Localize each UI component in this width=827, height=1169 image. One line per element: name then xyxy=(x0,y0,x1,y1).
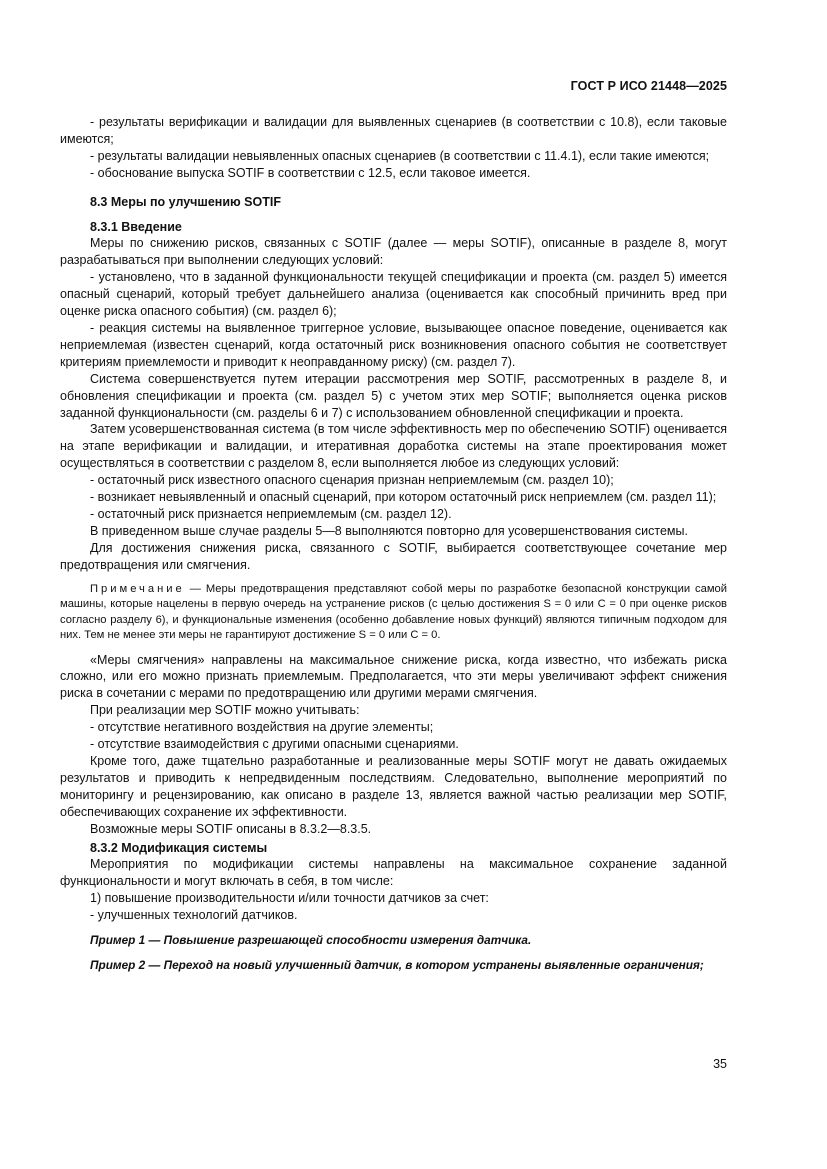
paragraph: - реакция системы на выявленное триггерное условие, вызывающее опасное поведение, оценивается как неприемлемая (известен сценарий, когда остаточный риск возникновения опасного события не соответствует критериям приемлемости и приводит к неоправданному риску) (см. раздел 7). xyxy=(60,320,727,369)
paragraph: Мероприятия по модификации системы направлены на максимальное сохранение заданной функциональности и могут включать в себя, в том числе: xyxy=(60,857,727,889)
paragraph: При реализации мер SOTIF можно учитывать: xyxy=(90,703,360,718)
paragraph: - результаты валидации невыявленных опасных сценариев (в соответствии с 11.4.1), если такие имеются; xyxy=(90,148,710,163)
paragraph: - отсутствие взаимодействия с другими опасными сценариями. xyxy=(90,737,459,752)
note-label: Примечание xyxy=(90,582,185,595)
example-2: Пример 2 — Переход на новый улучшенный датчик, в котором устранены выявленные ограничения; xyxy=(90,957,704,972)
paragraph: «Меры смягчения» направлены на максимальное снижение риска, когда известно, что избежать риска сложно, или его можно признать приемлемым. Предполагается, что эти меры увеличивают эффект снижения риска в сочетании с мерами по предотвращению или другими мерами смягчения. xyxy=(60,652,727,701)
paragraph: - остаточный риск известного опасного сценария признан неприемлемым (см. раздел 10); xyxy=(90,473,614,488)
note-text: — Меры предотвращения представляют собой меры по разработке безопасной конструкции самой машины, которые нацелены в первую очередь на устранение рисков (с целью достижения S = 0 или C = 0 при оценке рисков согласно разделу 6), и функциональные изменения (особенно добавление новых функций) являются типичным подходом для них. Тем не менее эти меры не гарантируют достижение S = 0 или C = 0. xyxy=(60,582,727,642)
paragraph: Система совершенствуется путем итерации рассмотрения мер SOTIF, рассмотренных в разделе 8, и обновления спецификации и проекта (см. раздел 5) с учетом этих мер SOTIF; выполняется оценка рисков заданной функциональности (см. разделы 6 и 7) с использованием обновленной спецификации и проекта. xyxy=(60,371,727,420)
example-1: Пример 1 — Повышение разрешающей способности измерения датчика. xyxy=(90,933,532,948)
paragraph: Меры по снижению рисков, связанных с SOTIF (далее — меры SOTIF), описанные в разделе 8, могут разрабатываться при выполнении следующих условий: xyxy=(60,236,727,268)
section-heading-8-3-1: 8.3.1 Введение xyxy=(90,219,182,234)
paragraph: - установлено, что в заданной функциональности текущей спецификации и проекта (см. раздел 5) имеется опасный сценарий, который требует дальнейшего анализа (оценивается как способный причинить вред при оценке риска опасного события) (см. раздел 6); xyxy=(60,270,727,319)
paragraph: Кроме того, даже тщательно разработанные и реализованные меры SOTIF могут не давать ожидаемых результатов и приводить к непредвиденным последствиям. Следовательно, выполнение мероприятий по мониторингу и рецензированию, как описано в разделе 13, является важной частью реализации мер SOTIF, обеспечивающих сохранение их эффективности. xyxy=(60,754,727,819)
section-heading-8-3: 8.3 Меры по улучшению SOTIF xyxy=(90,194,281,209)
note xyxy=(60,582,727,644)
paragraph: - возникает невыявленный и опасный сценарий, при котором остаточный риск неприемлем (см. раздел 11); xyxy=(90,490,717,505)
page-number: 35 xyxy=(713,1057,727,1071)
paragraph: Для достижения снижения риска, связанного с SOTIF, выбирается соответствующее сочетание мер предотвращения или смягчения. xyxy=(60,540,727,572)
paragraph: - улучшенных технологий датчиков. xyxy=(90,908,298,923)
section-heading-8-3-2: 8.3.2 Модификация системы xyxy=(90,840,268,855)
paragraph: - результаты верификации и валидации для выявленных сценариев (в соответствии с 10.8), если таковые имеются; xyxy=(60,115,727,146)
paragraph: В приведенном выше случае разделы 5—8 выполняются повторно для усовершенствования системы. xyxy=(90,523,688,538)
document-body xyxy=(60,114,727,974)
paragraph: - остаточный риск признается неприемлемым (см. раздел 12). xyxy=(90,506,452,521)
paragraph: - обоснование выпуска SOTIF в соответствии с 12.5, если таковое имеется. xyxy=(90,165,531,180)
document-header: ГОСТ Р ИСО 21448—2025 xyxy=(570,79,727,93)
paragraph: 1) повышение производительности и/или точности датчиков за счет: xyxy=(90,891,489,906)
paragraph: - отсутствие негативного воздействия на другие элементы; xyxy=(90,720,434,735)
paragraph: Затем усовершенствованная система (в том числе эффективность мер по обеспечению SOTIF) оценивается на этапе верификации и валидации, и итеративная доработка системы на этапе проектирования может осуществляться в соответствии с разделом 8, если выполняется любое из следующих условий: xyxy=(60,422,727,471)
paragraph: Возможные меры SOTIF описаны в 8.3.2—8.3.5. xyxy=(90,821,372,836)
